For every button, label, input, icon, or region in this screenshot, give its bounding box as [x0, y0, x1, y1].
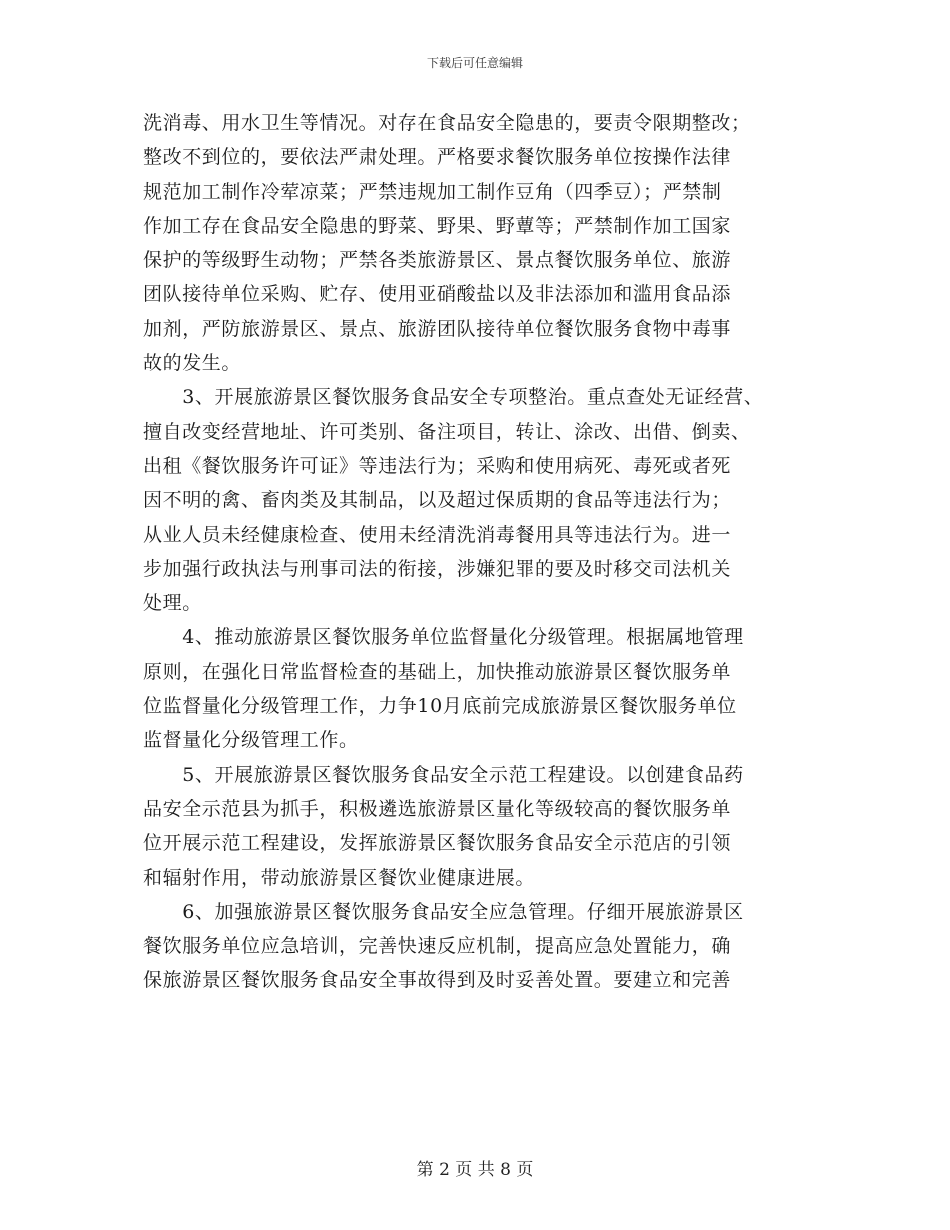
text-line: 保护的等级野生动物；严禁各类旅游景区、景点餐饮服务单位、旅游: [143, 249, 732, 272]
text-line: 洗消毒、用水卫生等情况。对存在食品安全隐患的，要责令限期整改；: [143, 112, 751, 134]
page-footer: [0, 1155, 950, 1180]
text-line: 出租《餐饮服务许可证》等违法行为；采购和使用病死、毒死或者死: [143, 454, 732, 477]
text-line: 团队接待单位采购、贮存、使用亚硝酸盐以及非法添加和滥用食品添: [143, 283, 732, 306]
text-line: 从业人员未经健康检查、使用未经清洗消毒餐用具等违法行为。进一: [143, 523, 732, 546]
total-pages: 8: [500, 1160, 511, 1180]
text-line: 和辐射作用，带动旅游景区餐饮业健康进展。: [143, 866, 536, 889]
text-line: 规范加工制作冷荤凉菜；严禁违规加工制作豆角（四季豆）；严禁制: [143, 180, 722, 203]
text-line: 餐饮服务单位应急培训，完善快速反应机制，提高应急处置能力，确: [143, 935, 732, 958]
text-line: 整改不到位的，要依法严肃处理。严格要求餐饮服务单位按操作法律: [143, 146, 732, 169]
text-line: 5、开展旅游景区餐饮服务食品安全示范工程建设。以创建食品药: [143, 763, 744, 786]
text-line: 品安全示范县为抓手，积极遴选旅游景区量化等级较高的餐饮服务单: [143, 797, 732, 820]
text-line: 故的发生。: [143, 352, 242, 375]
text-line: 原则，在强化日常监督检查的基础上，加快推动旅游景区餐饮服务单: [143, 660, 732, 683]
page-number: 2: [439, 1160, 450, 1180]
text-line: 步加强行政执法与刑事司法的衔接，涉嫌犯罪的要及时移交司法机关: [143, 557, 732, 580]
footer-middle: 页 共: [455, 1160, 495, 1180]
document-body: [143, 106, 833, 998]
text-line: 作加工存在食品安全隐患的野菜、野果、野蕈等；严禁制作加工国家: [143, 214, 732, 237]
text-line: 加剂，严防旅游景区、景点、旅游团队接待单位餐饮服务食物中毒事: [143, 317, 732, 340]
text-line: 位监督量化分级管理工作，力争10月底前完成旅游景区餐饮服务单位: [143, 695, 737, 718]
text-line: 6、加强旅游景区餐饮服务食品安全应急管理。仔细开展旅游景区: [143, 900, 744, 923]
page-header: 下载后可任意编辑: [426, 56, 523, 70]
text-line: 3、开展旅游景区餐饮服务食品安全专项整治。重点查处无证经营、: [143, 386, 764, 409]
text-line: 因不明的禽、畜肉类及其制品，以及超过保质期的食品等违法行为；: [143, 489, 732, 512]
text-line: 处理。: [143, 592, 202, 615]
footer-suffix: 页: [516, 1160, 534, 1180]
text-line: 监督量化分级管理工作。: [143, 729, 359, 752]
text-line: 保旅游景区餐饮服务食品安全事故得到及时妥善处置。要建立和完善: [143, 969, 732, 992]
text-line: 4、推动旅游景区餐饮服务单位监督量化分级管理。根据属地管理: [143, 626, 744, 649]
text-line: 位开展示范工程建设，发挥旅游景区餐饮服务食品安全示范店的引领: [143, 832, 732, 855]
footer-prefix: 第: [416, 1160, 434, 1180]
text-line: 擅自改变经营地址、许可类别、备注项目，转让、涂改、出借、倒卖、: [143, 420, 751, 443]
